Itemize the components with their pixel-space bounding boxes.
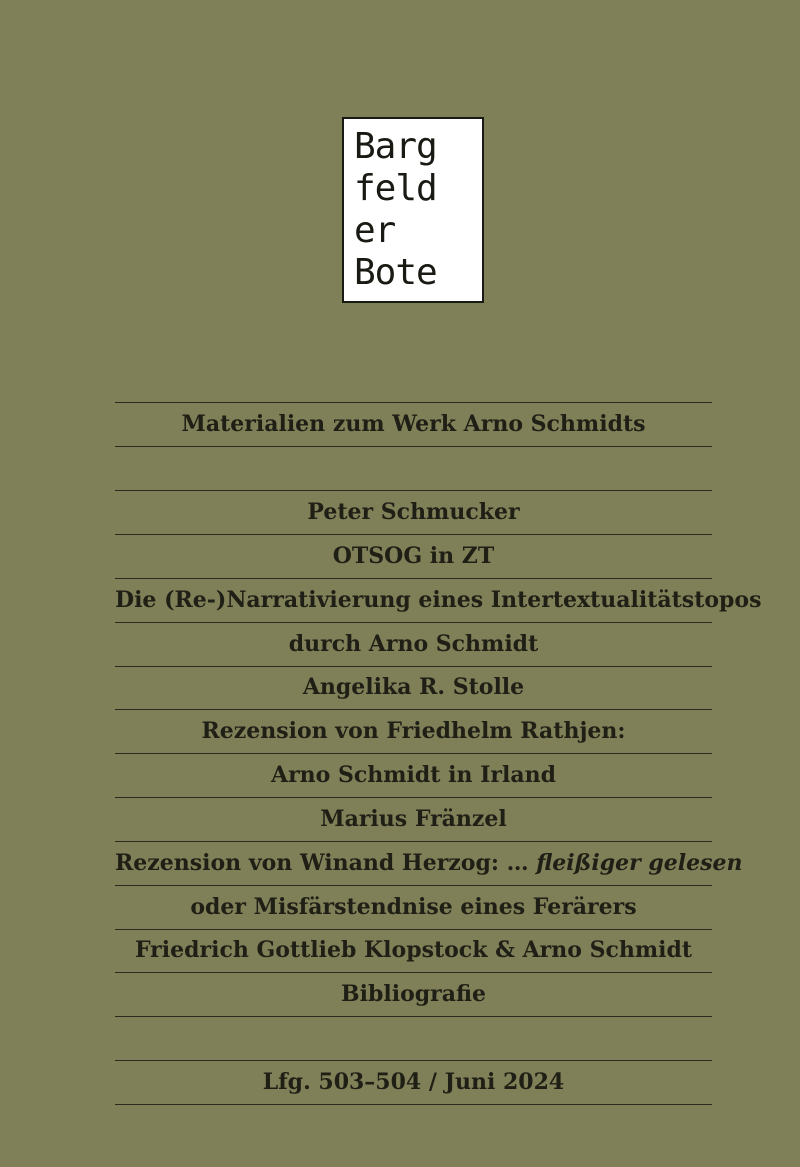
- rule: [115, 885, 712, 886]
- review-title: Rezension von Friedhelm Rathjen:: [201, 718, 626, 744]
- rule: [115, 972, 712, 973]
- review-title: Arno Schmidt in Irland: [271, 762, 556, 788]
- logo-line-4: Bote: [354, 252, 437, 293]
- rule: [115, 797, 712, 798]
- author-name: Angelika R. Stolle: [302, 674, 525, 700]
- review-title-prefix: Rezension von Winand Herzog: …: [115, 850, 537, 876]
- author-name: Peter Schmucker: [307, 499, 520, 525]
- rule: [115, 446, 712, 447]
- author-name: Marius Fränzel: [320, 806, 507, 832]
- review-title-italic: fleißiger gelesen: [536, 850, 743, 876]
- section-title: Friedrich Gottlieb Klopstock & Arno Schmidt: [134, 937, 693, 963]
- magazine-logo: [342, 117, 484, 303]
- rule: [115, 1016, 712, 1017]
- section-title: Bibliografie: [341, 981, 486, 1007]
- logo-line-2: feld: [354, 168, 437, 209]
- rule: [115, 929, 712, 930]
- rule: [115, 402, 712, 403]
- article-title: OTSOG in ZT: [332, 543, 495, 569]
- logo-line-3: er: [354, 210, 396, 251]
- logo-line-1: Barg: [354, 126, 437, 167]
- review-title: [115, 848, 743, 878]
- series-subtitle: Materialien zum Werk Arno Schmidts: [181, 411, 646, 437]
- article-subtitle: Die (Re-)Narrativierung eines Intertextualitätstopos: [115, 587, 762, 613]
- rule: [115, 578, 712, 579]
- issue-number: Lfg. 503–504 / Juni 2024: [262, 1069, 565, 1095]
- rule: [115, 666, 712, 667]
- rule: [115, 709, 712, 710]
- rule: [115, 753, 712, 754]
- rule: [115, 841, 712, 842]
- rule: [115, 622, 712, 623]
- rule: [115, 1060, 712, 1061]
- article-subtitle: durch Arno Schmidt: [288, 631, 539, 657]
- review-title: oder Misfärstendnise eines Ferärers: [190, 894, 637, 920]
- rule: [115, 1104, 712, 1105]
- rule: [115, 490, 712, 491]
- rule: [115, 534, 712, 535]
